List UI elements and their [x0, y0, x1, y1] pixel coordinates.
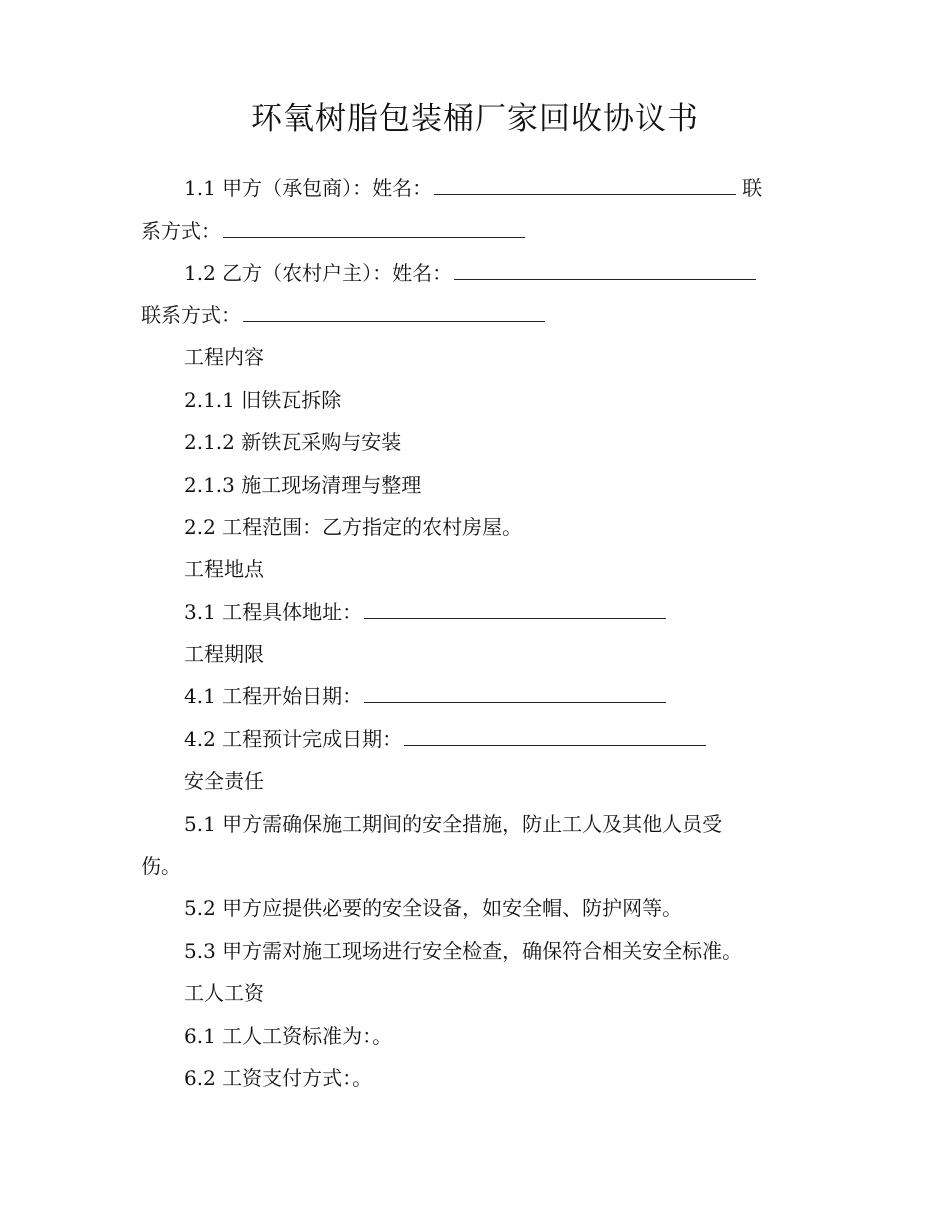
start-date-blank[interactable] — [364, 684, 666, 703]
clause-1-1-label: 1.1 甲方（承包商）：姓名： — [184, 176, 433, 200]
clause-1-2-contact — [141, 301, 551, 329]
clause-2-1-1: 2.1.1 旧铁瓦拆除 — [184, 388, 342, 412]
clause-3-1-label: 3.1 工程具体地址： — [184, 600, 363, 624]
clause-3-1 — [184, 598, 672, 626]
clause-4-1 — [184, 682, 672, 710]
clause-5-2: 5.2 甲方应提供必要的安全设备，如安全帽、防护网等。 — [184, 896, 683, 920]
clause-1-1 — [184, 174, 762, 202]
clause-2-1-2: 2.1.2 新铁瓦采购与安装 — [184, 430, 402, 454]
party-a-contact-blank[interactable] — [223, 219, 525, 238]
clause-1-1-contact — [141, 217, 531, 245]
section-heading-period: 工程期限 — [184, 642, 264, 666]
party-b-name-blank[interactable] — [454, 261, 756, 280]
clause-1-1-contact-label: 系方式： — [141, 219, 221, 243]
clause-4-2-label: 4.2 工程预计完成日期： — [184, 727, 403, 751]
clause-5-1: 5.1 甲方需确保施工期间的安全措施，防止工人及其他人员受 — [184, 812, 723, 836]
section-heading-wages: 工人工资 — [184, 981, 264, 1005]
clause-6-1: 6.1 工人工资标准为：。 — [184, 1024, 393, 1048]
section-heading-safety: 安全责任 — [184, 769, 264, 793]
clause-1-2 — [184, 259, 762, 287]
party-b-contact-blank[interactable] — [243, 303, 545, 322]
party-a-name-blank[interactable] — [434, 176, 736, 195]
address-blank[interactable] — [364, 600, 666, 619]
clause-4-2 — [184, 725, 712, 753]
end-date-blank[interactable] — [404, 727, 706, 746]
clause-6-2: 6.2 工资支付方式：。 — [184, 1066, 373, 1090]
document-title: 环氧树脂包装桶厂家回收协议书 — [251, 101, 699, 137]
section-heading-work-content: 工程内容 — [184, 345, 264, 369]
clause-1-2-contact-label: 联系方式： — [141, 303, 241, 327]
clause-2-2: 2.2 工程范围：乙方指定的农村房屋。 — [184, 515, 523, 539]
clause-2-1-3: 2.1.3 施工现场清理与整理 — [184, 473, 422, 497]
clause-5-1-continued: 伤。 — [141, 854, 181, 878]
clause-4-1-label: 4.1 工程开始日期： — [184, 684, 363, 708]
clause-1-2-label: 1.2 乙方（农村户主）：姓名： — [184, 261, 453, 285]
section-heading-location: 工程地点 — [184, 557, 264, 581]
clause-5-3: 5.3 甲方需对施工现场进行安全检查，确保符合相关安全标准。 — [184, 939, 743, 963]
clause-1-1-contact-start: 联 — [742, 176, 763, 200]
